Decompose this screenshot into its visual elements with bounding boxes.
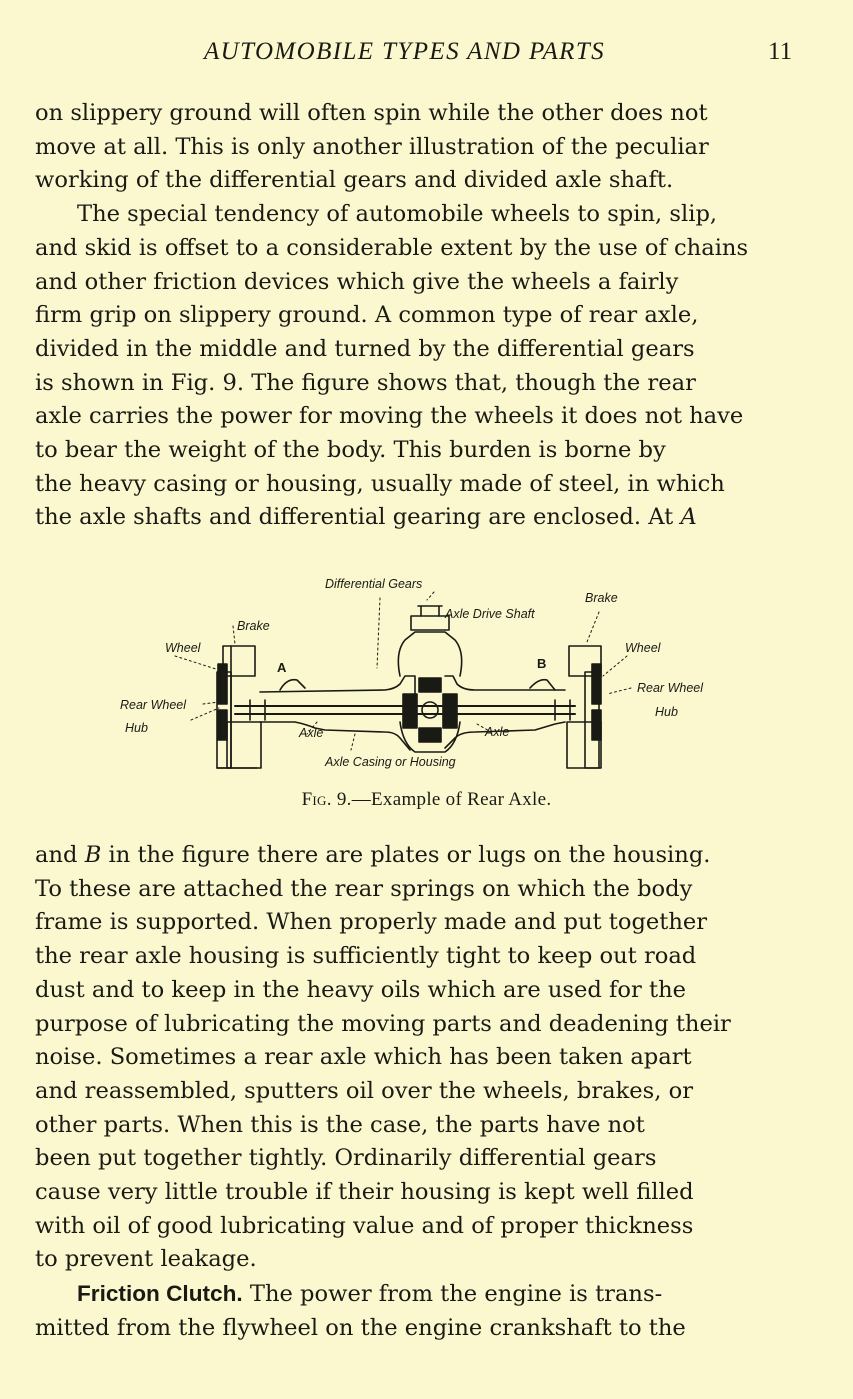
label-point-a: A (277, 660, 287, 675)
paragraph-housing (35, 839, 798, 1277)
text-line: dust and to keep in the heavy oils which are used for the (35, 976, 686, 1003)
tire-right-upper (592, 664, 601, 704)
rear-axle-diagram (115, 572, 735, 777)
gear-right (443, 694, 457, 728)
plate-a (280, 680, 305, 690)
text-line: divided in the middle and turned by the differential gears (35, 335, 695, 362)
text-line: and skid is offset to a considerable extent by the use of chains (35, 234, 749, 261)
text-line: the rear axle housing is sufficiently tight to keep out road (35, 943, 697, 970)
text-line: on slippery ground will often spin while the other does not (35, 100, 708, 126)
tire-right-lower (592, 710, 601, 740)
text-word: and (35, 842, 78, 868)
differential-housing-top (398, 632, 461, 676)
label-wheel-left: Wheel (165, 641, 201, 655)
gear-top (419, 678, 441, 692)
text-line: To these are attached the rear springs on which the body (35, 875, 693, 902)
gear-left (403, 694, 417, 728)
running-title: AUTOMOBILE TYPES AND PARTS (204, 38, 606, 65)
section-heading-friction-clutch: Friction Clutch. (77, 1281, 243, 1307)
figure-rear-axle (115, 572, 735, 777)
running-head (0, 38, 853, 70)
label-wheel-right: Wheel (625, 641, 661, 655)
wheel-left-bottom (227, 722, 261, 768)
text-line: working of the differential gears and divided axle shaft. (35, 167, 674, 194)
label-point-b: B (537, 656, 547, 671)
paragraph-continued (35, 97, 798, 198)
text-line: cause very little trouble if their housing is kept well filled (35, 1179, 694, 1206)
text-line: frame is supported. When properly made and put together (35, 909, 708, 936)
label-axle-right: Axle (485, 725, 510, 739)
text-line: noise. Sometimes a rear axle which has been taken apart (35, 1044, 692, 1071)
label-axle-drive-shaft: Axle Drive Shaft (445, 607, 535, 621)
bottom-text-block (35, 839, 798, 1346)
text-line: firm grip on slippery ground. A common type of rear axle, (35, 302, 699, 329)
text-line: with oil of good lubricating value and of proper thickness (35, 1212, 694, 1239)
paragraph-friction-clutch (35, 1277, 798, 1345)
text-line: to bear the weight of the body. This burden is borne by (35, 437, 666, 464)
label-brake-right: Brake (585, 591, 618, 605)
text-line: been put together tightly. Ordinarily differential gears (35, 1145, 657, 1172)
text-line: to prevent leakage. (35, 1246, 257, 1273)
italic-letter-b: B (84, 842, 102, 868)
label-axle-casing: Axle Casing or Housing (325, 755, 456, 769)
text-line: is shown in Fig. 9. The figure shows that, though the rear (35, 369, 696, 396)
text-line: other parts. When this is the case, the parts have not (35, 1111, 645, 1138)
text-line: The special tendency of automobile wheels to spin, slip, (77, 201, 718, 228)
label-differential-gears: Differential Gears (325, 577, 423, 591)
label-rear-wheel-left: Rear Wheel (120, 698, 186, 712)
drive-shaft (418, 606, 442, 616)
tire-left-lower (218, 710, 227, 740)
page-number: 11 (768, 38, 793, 65)
text-line: move at all. This is only another illustration of the peculiar (35, 133, 709, 160)
label-hub-right: Hub (655, 705, 678, 719)
text-line: The power from the engine is trans- (249, 1281, 663, 1308)
caption-text: —Example of Rear Axle. (351, 789, 552, 810)
label-hub-left: Hub (125, 721, 148, 735)
text-line: and other friction devices which give the wheels a fairly (35, 268, 679, 295)
top-text-block (35, 97, 798, 535)
text-line: purpose of lubricating the moving parts and deadening their (35, 1010, 731, 1037)
label-axle-left: Axle (299, 726, 324, 740)
plate-b (530, 680, 555, 690)
text-line: mitted from the flywheel on the engine crankshaft to the (35, 1314, 686, 1341)
italic-letter-a: A (680, 504, 697, 531)
text-line: in the figure there are plates or lugs on the housing. (108, 842, 711, 868)
drive-shaft-flange (411, 616, 449, 630)
text-line: and reassembled, sputters oil over the wheels, brakes, or (35, 1077, 694, 1104)
label-brake-left: Brake (237, 619, 270, 633)
text-line: the axle shafts and differential gearing are enclosed. At (35, 504, 674, 531)
caption-figure-number: Fig. 9. (301, 789, 352, 810)
figure-caption (0, 789, 853, 811)
text-line: the heavy casing or housing, usually made of steel, in which (35, 470, 725, 497)
paragraph-rear-axle (35, 198, 798, 535)
housing-right-top (445, 676, 565, 690)
gear-bottom (419, 728, 441, 742)
gear-center (422, 702, 438, 718)
housing-left-bottom (260, 722, 410, 750)
label-rear-wheel-right: Rear Wheel (637, 681, 703, 695)
text-line: axle carries the power for moving the wheels it does not have (35, 403, 744, 430)
